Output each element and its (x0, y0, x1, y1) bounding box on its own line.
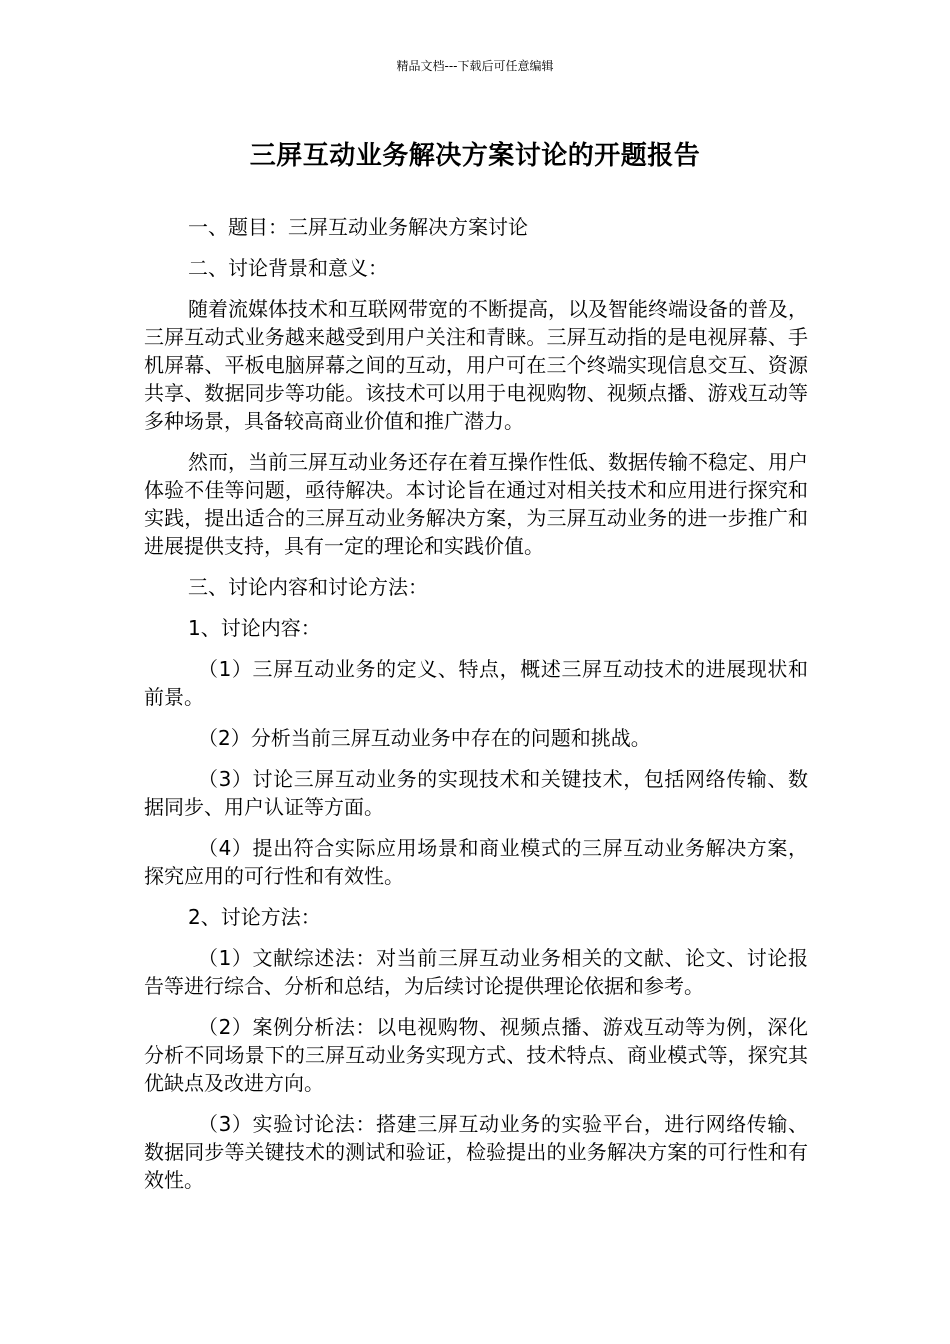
paragraph-background-1: 随着流媒体技术和互联网带宽的不断提高，以及智能终端设备的普及，三屏互动式业务越来越受到用户关注和青睐。三屏互动指的是电视屏幕、手机屏幕、平板电脑屏幕之间的互动，用户可在三个终端实现信息交互、资源共享、数据同步等功能。该技术可以用于电视购物、视频点播、游戏互动等多种场景，具备较高商业价值和推广潜力。 (144, 297, 808, 433)
heading-content-methods: 三、讨论内容和讨论方法： (188, 575, 428, 599)
document-body (144, 213, 808, 1207)
paragraph-topic: 一、题目：三屏互动业务解决方案讨论 (188, 215, 528, 239)
subheading-methods: 2、讨论方法： (188, 905, 321, 929)
content-item-4: （4）提出符合实际应用场景和商业模式的三屏互动业务解决方案，探究应用的可行性和有效性。 (144, 836, 808, 888)
heading-background: 二、讨论背景和意义： (188, 256, 388, 280)
method-item-3: （3）实验讨论法：搭建三屏互动业务的实验平台，进行网络传输、数据同步等关键技术的测试和验证，检验提出的业务解决方案的可行性和有效性。 (144, 1112, 808, 1192)
method-item-1: （1）文献综述法：对当前三屏互动业务相关的文献、论文、讨论报告等进行综合、分析和总结，为后续讨论提供理论依据和参考。 (144, 946, 808, 998)
subheading-content: 1、讨论内容： (188, 616, 321, 640)
content-item-3: （3）讨论三屏互动业务的实现技术和关键技术，包括网络传输、数据同步、用户认证等方面。 (144, 767, 808, 819)
content-item-1: （1）三屏互动业务的定义、特点，概述三屏互动技术的进展现状和前景。 (144, 657, 808, 709)
header-note: 精品文档---下载后可任意编辑 (396, 59, 554, 73)
paragraph-background-2: 然而，当前三屏互动业务还存在着互操作性低、数据传输不稳定、用户体验不佳等问题，亟待解决。本讨论旨在通过对相关技术和应用进行探究和实践，提出适合的三屏互动业务解决方案，为三屏互动业务的进一步推广和进展提供支持，具有一定的理论和实践价值。 (144, 450, 808, 558)
content-item-2: （2）分析当前三屏互动业务中存在的问题和挑战。 (198, 726, 651, 750)
document-title: 三屏互动业务解决方案讨论的开题报告 (249, 141, 701, 171)
method-item-2: （2）案例分析法：以电视购物、视频点播、游戏互动等为例，深化分析不同场景下的三屏互动业务实现方式、技术特点、商业模式等，探究其优缺点及改进方向。 (144, 1015, 808, 1095)
